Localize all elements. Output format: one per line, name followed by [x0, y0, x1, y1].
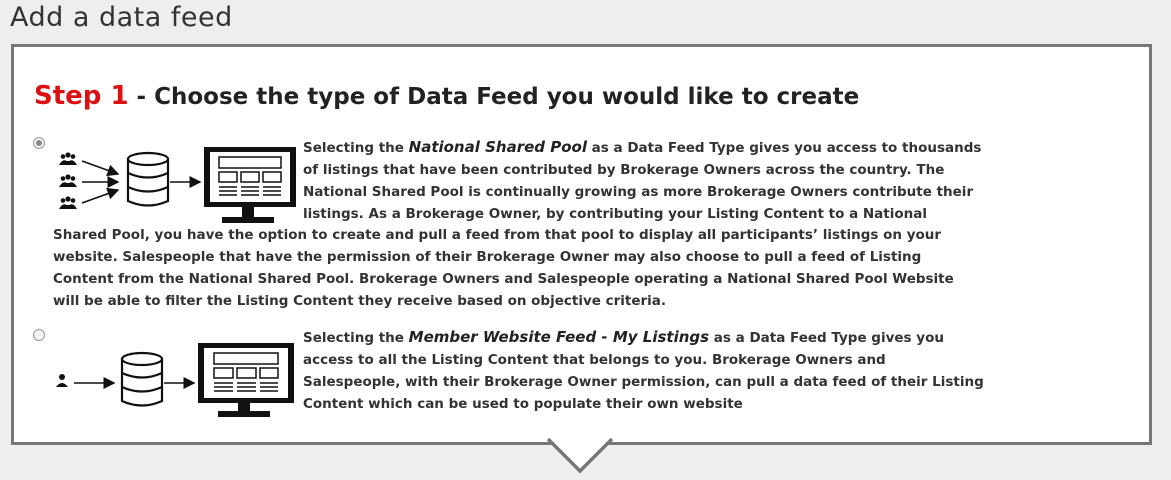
option-description-continued: Shared Pool, you have the option to create and pull a feed from that pool to display all participants’ listings on your website. Salespeople that have the permission of their Brokerage Owner may also choose to pull a feed of Listing Content from the National Shared Pool. Brokerage Owners and Salespeople operating a National Shared Pool Website will be able to filter the Listing Content they receive based on objective criteria. — [53, 227, 954, 309]
step-separator: - — [128, 84, 155, 110]
data-feed-type-panel — [11, 44, 1152, 445]
step-number: Step 1 — [34, 81, 129, 111]
people-group-icon — [59, 196, 77, 209]
database-icon — [128, 153, 168, 206]
website-monitor-icon — [204, 147, 296, 223]
step-heading — [34, 81, 859, 111]
radio-member-website-feed[interactable] — [33, 329, 45, 341]
person-icon — [56, 374, 68, 387]
panel-pointer-arrow — [547, 438, 613, 476]
website-monitor-icon — [198, 343, 294, 417]
option-description: Selecting the Member Website Feed - My Listings as a Data Feed Type gives you access to all the Listing Content that belongs to you. Brokerage Owners and Salespeople, with their Brokerage Owner permission, can pull a data feed of their Listing Content which can be used to populate their own website — [303, 328, 984, 412]
radio-national-shared-pool[interactable] — [33, 137, 45, 149]
database-icon — [122, 353, 162, 406]
page-title: Add a data feed — [10, 2, 233, 33]
shared-pool-illustration-icon — [52, 137, 302, 227]
member-feed-illustration-icon — [52, 337, 302, 417]
step-heading-text: Choose the type of Data Feed you would like to create — [154, 84, 860, 110]
option-description: Selecting the National Shared Pool as a Data Feed Type gives you access to thousands of listings that have been contributed by Brokerage Owners across the country. The National Shared Pool is continually growing as more Brokerage Owners contribute their listings. As a Brokerage Owner, by contributing your Listing Content to a National — [303, 138, 982, 222]
people-group-icon — [59, 152, 77, 165]
people-group-icon — [59, 174, 77, 187]
